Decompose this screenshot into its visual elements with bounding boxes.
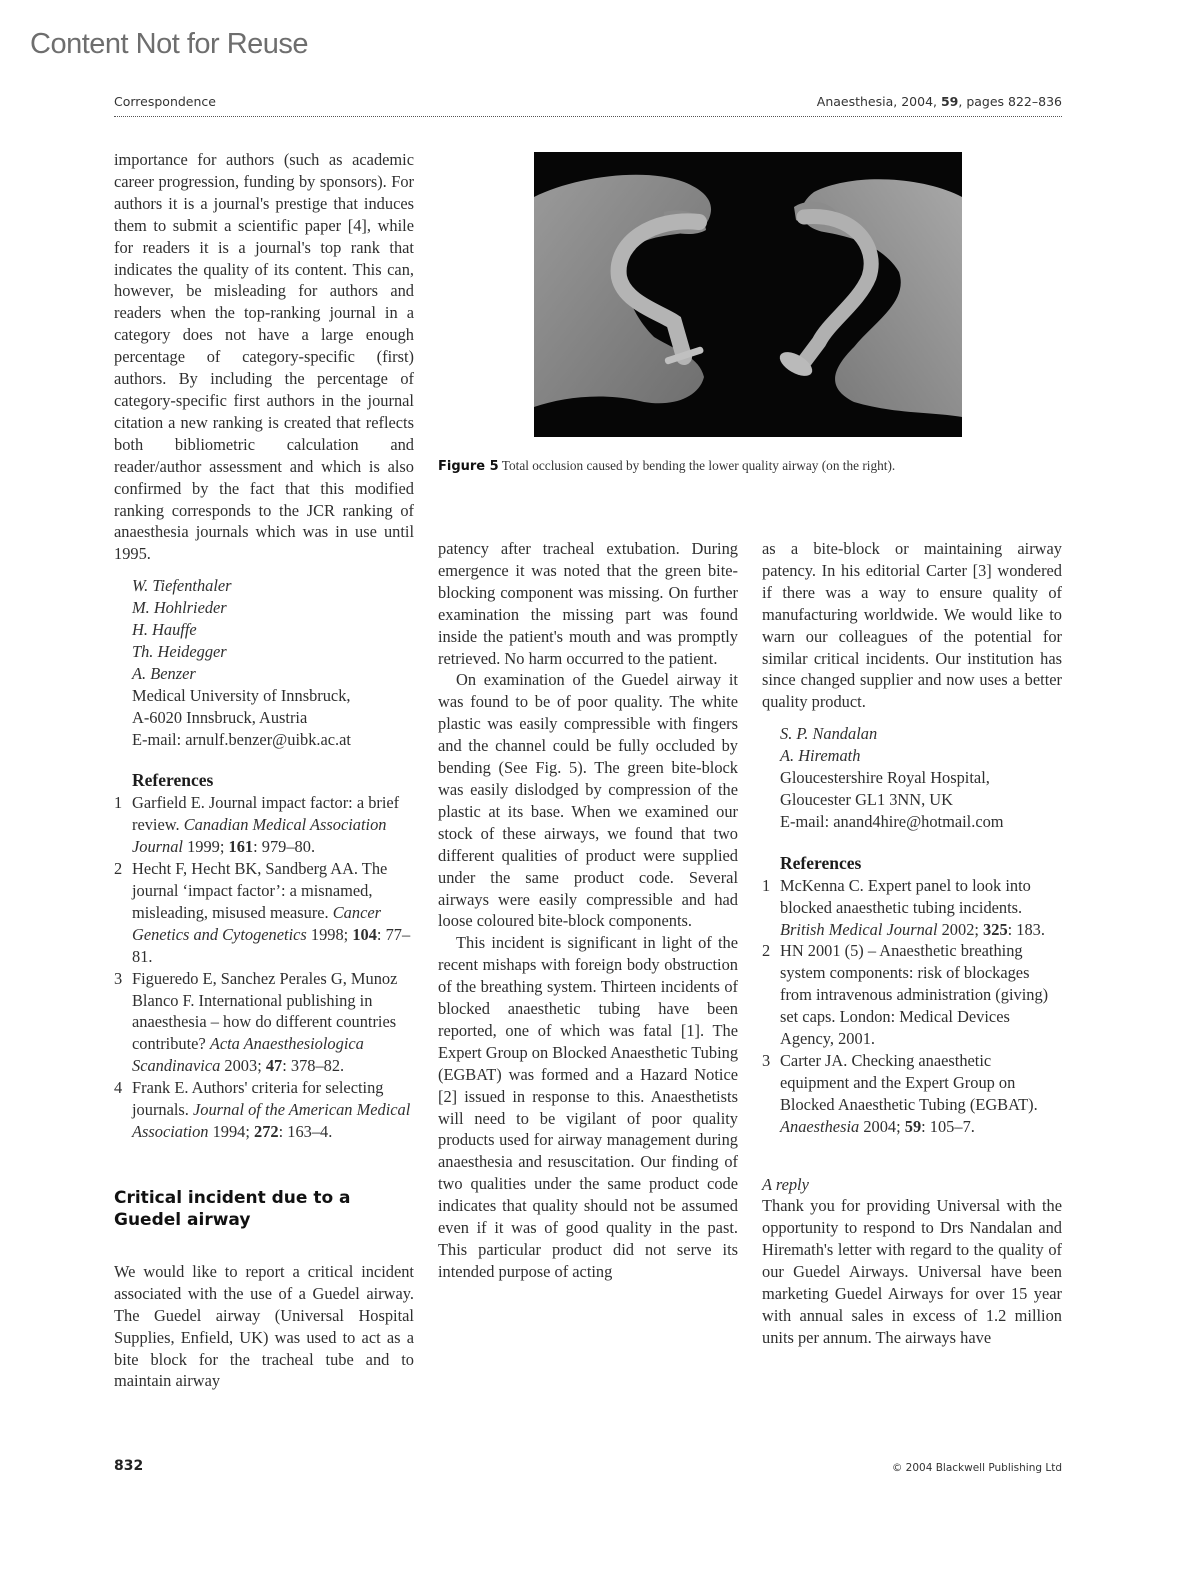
airway-hands-photo-icon xyxy=(534,152,962,437)
reference-journal: Acta Anaesthesiologica Scandinavica xyxy=(132,1034,364,1076)
references-heading: References xyxy=(132,770,214,791)
body-paragraph: importance for authors (such as academic career progression, funding by sponsors). For authors it is a journal's prestige that induces them to submit a scientific paper [4], while for readers it is a journal's top rank that indicates the quality of its content. This can, however, be misleading for authors and readers when the top-ranking journal in a category does not have a large enough percentage of category-specific (first) authors. By including the percentage of category-specific first authors in the journal citation a new ranking is created that reflects both bibliometric calculation and reader/author assessment and which is also confirmed by the fact that this modified ranking corresponds to the JCR ranking of anaesthesia journals which was in use until 1995. xyxy=(114,150,414,564)
reference-pages: : 163–4. xyxy=(278,1121,333,1141)
reference-volume: 325 xyxy=(983,919,1008,939)
reference-pages: : 77–81. xyxy=(132,924,411,966)
body-paragraph: This incident is significant in light of the recent mishaps with foreign body obstruction of the breathing system. Thirteen incidents of blocked anaesthetic tubing have been reported, one of which was fatal [1]. The Expert Group on Blocked Anaesthetic Tubing (EGBAT) was formed and a Hazard Notice [2] issued in response to this. Anaesthetists will need to be vigilant of poor quality products used for airway management during anaesthesia and resuscitation. Our finding of two qualities under the same product code indicates that quality should not be assumed even if it was of good quality in the past. This particular product did not serve its intended purpose of acting xyxy=(438,933,739,1281)
body-paragraph: We would like to report a critical incident associated with the use of a Guedel airway. The Guedel airway (Universal Hospital Supplies, Enfield, UK) was used to act as a bite block for the tracheal tube and to maintain airway xyxy=(114,1261,414,1391)
reference-number: 2 xyxy=(114,859,123,879)
reference-volume: 104 xyxy=(352,924,377,944)
reference-item xyxy=(762,1050,1062,1138)
author-name: A. Benzer xyxy=(132,663,196,683)
reference-volume: 59 xyxy=(904,1116,922,1136)
letter-title: Critical incident due to a Guedel airway xyxy=(114,1187,351,1230)
author-name: H. Hauffe xyxy=(132,620,197,640)
affiliation-line: A-6020 Innsbruck, Austria xyxy=(132,707,308,727)
reference-number: 2 xyxy=(762,941,771,961)
author-name: W. Tiefenthaler xyxy=(132,576,232,596)
reference-pages: : 979–80. xyxy=(253,837,316,857)
figure-caption-text: Total occlusion caused by bending the lower quality airway (on the right). xyxy=(498,458,896,473)
author-signature xyxy=(780,723,1062,833)
reference-year: 2003; xyxy=(220,1056,266,1076)
affiliation-line: Gloucestershire Royal Hospital, xyxy=(780,768,990,788)
affiliation-line: Medical University of Innsbruck, xyxy=(132,685,351,705)
body-paragraph: patency after tracheal extubation. During emergence it was noted that the green bite-blocking component was missing. On further examination the missing part was found inside the patient's mouth and was promptly retrieved. No harm occurred to the patient. xyxy=(438,539,738,668)
reference-journal: Cancer Genetics and Cytogenetics xyxy=(132,902,382,944)
reference-pages: : 378–82. xyxy=(282,1056,345,1076)
reference-journal: Canadian Medical Association Journal xyxy=(132,815,387,857)
reference-volume: 47 xyxy=(265,1056,283,1076)
column-2 xyxy=(438,538,738,1283)
watermark: Content Not for Reuse xyxy=(30,28,309,60)
reference-volume: 272 xyxy=(254,1121,279,1141)
reference-text: Garfield E. Journal impact factor: a brief review. xyxy=(132,793,400,835)
author-email[interactable]: E-mail: arnulf.benzer@uibk.ac.at xyxy=(132,729,351,749)
journal-name: Anaesthesia, 2004, xyxy=(816,94,941,109)
references-heading: References xyxy=(780,852,862,873)
body-paragraph: as a bite-block or maintaining airway patency. In his editorial Carter [3] wondered if there was a way to ensure quality of manufacturing worldwide. We would like to warn our colleagues of the potential for similar critical incidents. Our institution has since changed supplier and now uses a better quality product. xyxy=(762,539,1062,712)
column-1 xyxy=(114,149,414,1392)
copyright-notice: © 2004 Blackwell Publishing Ltd xyxy=(891,1462,1062,1474)
reference-journal: Journal of the American Medical Association xyxy=(132,1100,411,1141)
reference-year: 2004; xyxy=(859,1116,905,1136)
reference-text: Carter JA. Checking anaesthetic equipment and the Expert Group on Blocked Anaesthetic Tubing (EGBAT). xyxy=(780,1050,1038,1114)
reference-item xyxy=(114,792,414,858)
reference-journal: Anaesthesia xyxy=(780,1116,860,1136)
author-name: A. Hiremath xyxy=(780,746,861,766)
reference-item xyxy=(114,1077,414,1143)
reference-year: 1999; xyxy=(183,837,229,857)
reference-number: 3 xyxy=(762,1050,771,1070)
reference-item xyxy=(114,858,414,968)
author-name: Th. Heidegger xyxy=(132,641,227,661)
journal-citation xyxy=(817,94,1062,109)
reference-text: HN 2001 (5) – Anaesthetic breathing system components: risk of blockages from intravenous administration (giving) set caps. London: Medical Devices Agency, 2001. xyxy=(780,941,1049,1049)
reference-volume: 161 xyxy=(228,837,254,857)
running-head xyxy=(114,92,1062,117)
page-number: 832 xyxy=(114,1458,144,1474)
reference-journal: British Medical Journal xyxy=(780,919,938,939)
reference-year: 1998; xyxy=(306,924,353,944)
section-label: Correspondence xyxy=(114,94,216,109)
author-email[interactable]: E-mail: anand4hire@hotmail.com xyxy=(780,811,1004,831)
author-name: M. Hohlrieder xyxy=(132,598,227,618)
reply-title: A reply xyxy=(762,1174,809,1194)
reference-number: 3 xyxy=(114,968,123,988)
figure-caption xyxy=(438,458,895,474)
reference-text: Figueredo E, Sanchez Perales G, Munoz Blanco F. International publishing in anaesthesia – how do different countries contribute? xyxy=(132,968,398,1054)
reference-number: 4 xyxy=(114,1078,123,1098)
author-signature xyxy=(132,575,414,750)
references-list xyxy=(114,792,414,1143)
reference-year: 2002; xyxy=(937,919,984,939)
journal-pages: , pages 822–836 xyxy=(958,94,1062,109)
reference-pages: : 183. xyxy=(1007,919,1045,939)
body-paragraph: Thank you for providing Universal with the opportunity to respond to Drs Nandalan and Hiremath's letter with regard to the quality of our Guedel Airways. Universal have been marketing Guedel Airways for over 15 year with annual sales in excess of 1.2 million units per annum. The airways have xyxy=(762,1196,1062,1347)
reference-text: Hecht F, Hecht BK, Sandberg AA. The journal ‘impact factor’: a misnamed, misleading, misused measure. xyxy=(132,859,388,922)
reference-item xyxy=(762,875,1062,941)
reference-text: McKenna C. Expert panel to look into blocked anaesthetic tubing incidents. xyxy=(780,875,1031,917)
author-name: S. P. Nandalan xyxy=(780,724,878,744)
figure-5-photo xyxy=(534,152,962,437)
body-paragraph: On examination of the Guedel airway it was found to be of poor quality. The white plastic was easily compressible with fingers and the channel could be fully occluded by bending (See Fig. 5). The green bite-block was easily dislodged by compression of the plastic at its base. When we examined our stock of these airways, we found that two different qualities of product were supplied under the same product code. Several airways were easily compressible and had loose coloured bite-block components. xyxy=(438,670,738,931)
reference-text: Frank E. Authors' criteria for selecting journals. xyxy=(132,1078,384,1120)
references-list xyxy=(762,875,1062,1138)
reference-number: 1 xyxy=(114,793,123,813)
reference-pages: : 105–7. xyxy=(921,1116,975,1136)
reference-item xyxy=(762,940,1062,1050)
affiliation-line: Gloucester GL1 3NN, UK xyxy=(780,789,953,809)
column-3 xyxy=(762,538,1062,1349)
reference-year: 1994; xyxy=(208,1121,255,1141)
reference-number: 1 xyxy=(762,875,771,895)
figure-label: Figure 5 xyxy=(438,459,499,474)
journal-volume: 59 xyxy=(940,94,959,109)
reference-item xyxy=(114,968,414,1078)
